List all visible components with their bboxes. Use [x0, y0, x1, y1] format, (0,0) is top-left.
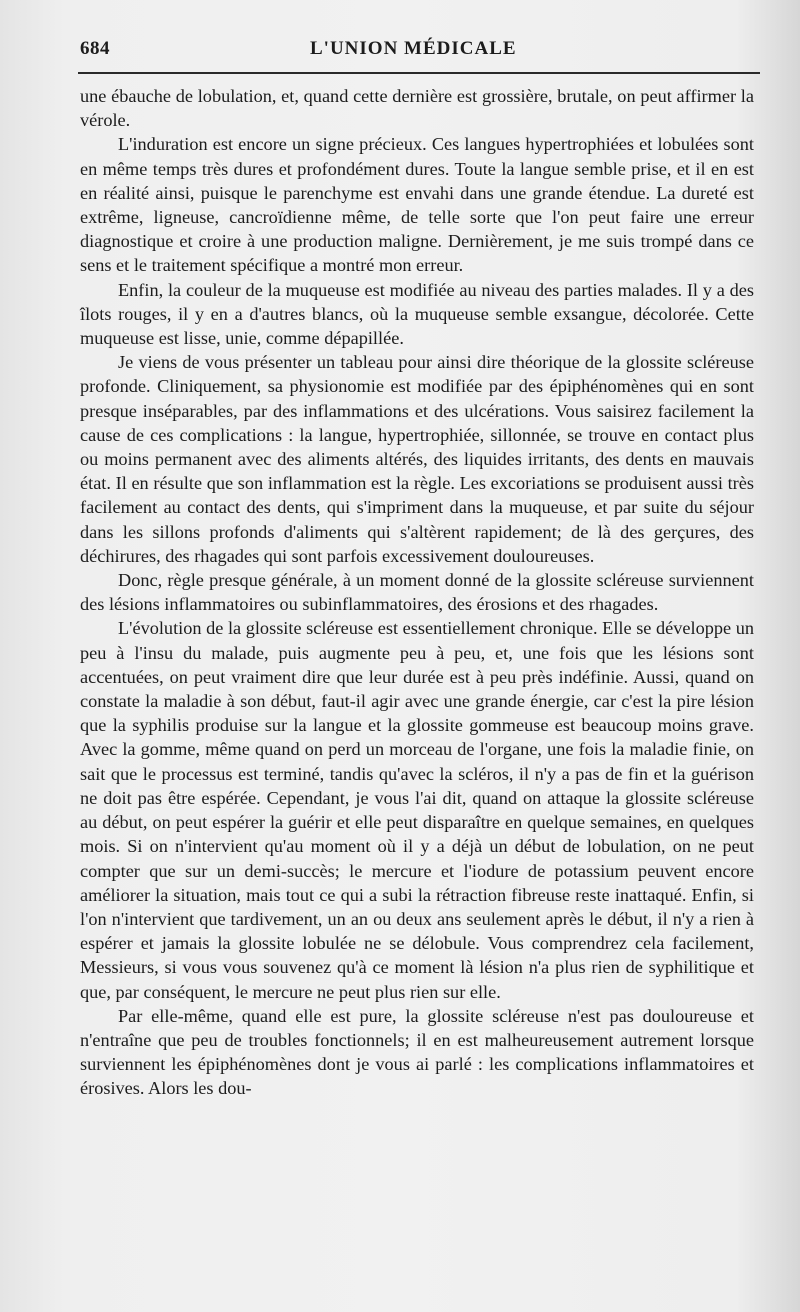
page-number: 684	[80, 38, 110, 59]
paragraph: Je viens de vous présenter un tableau pour ainsi dire théorique de la glossite scléreuse profonde. Cliniquement, sa physionomie est modifiée par des épiphénomènes qui en sont presque inséparables, par des inflammations et des ulcérations. Vous saisirez facilement la cause de ces complications : la langue, hypertrophiée, sillonnée, se trouve en contact plus ou moins permanent avec des aliments altérés, des liquides irritants, des dents en mauvais état. Il en résulte que son inflammation est la règle. Les excoriations se produisent aussi très facilement au contact des dents, qui s'impriment dans la muqueuse, et par suite du séjour dans les sillons profonds d'aliments qui s'altèrent rapidement; de là des gerçures, des déchirures, des rhagades qui sont parfois excessivement douloureuses.	[80, 352, 754, 566]
paragraph: une ébauche de lobulation, et, quand cette dernière est grossière, brutale, on peut affirmer la vérole.	[80, 86, 754, 131]
paragraph: Enfin, la couleur de la muqueuse est modifiée au niveau des parties malades. Il y a des îlots rouges, il y en a d'autres blancs, où la muqueuse semble exsangue, décolorée. Cette muqueuse est lisse, unie, comme dépapillée.	[80, 279, 754, 349]
paragraph: L'évolution de la glossite scléreuse est essentiellement chronique. Elle se développe un peu à l'insu du malade, puis augmente peu à peu, et, une fois que les lésions sont accentuées, on peut vraiment dire que leur durée est à peu près indéfinie. Aussi, quand on constate la maladie à son début, faut-il agir avec une grande énergie, car c'est la pire lésion que la syphilis produise sur la langue et la glossite gommeuse est beaucoup moins grave. Avec la gomme, même quand on perd un morceau de l'organe, une fois la maladie finie, on sait que le processus est terminé, tandis qu'avec la scléros, il n'y a pas de fin et la guérison ne doit pas être espérée. Cependant, je vous l'ai dit, quand on attaque la glossite scléreuse au début, on peut espérer la guérir et elle peut disparaître en quelque semaines, en quelques mois. Si on n'intervient qu'au moment où il y a déjà un début de lobulation, on ne peut compter que sur un demi-succès; le mercure et l'iodure de potassium peuvent encore améliorer la situation, mais tout ce qui a subi la rétraction fibreuse reste inattaqué. Enfin, si l'on n'intervient que tardivement, un an ou deux ans seulement après le début, il n'y a rien à espérer et jamais la glossite lobulée ne se délobule. Vous comprendrez cela facilement, Messieurs, si vous vous souvenez qu'à ce moment là lésion n'a plus rien de syphilitique et que, par conséquent, le mercure ne peut plus rien sur elle.	[80, 618, 754, 1002]
page-header	[80, 38, 760, 66]
paragraph: Par elle-même, quand elle est pure, la glossite scléreuse n'est pas douloureuse et n'entraîne que peu de troubles fonctionnels; il en est malheureusement autrement lorsque surviennent les épiphénomènes dont je vous ai parlé : les complications inflammatoires et érosives. Alors les dou-	[80, 1005, 754, 1099]
header-rule	[78, 72, 760, 74]
body-text	[80, 84, 754, 1101]
paragraph: L'induration est encore un signe précieux. Ces langues hypertrophiées et lobulées sont en même temps très dures et profondément dures. Toute la langue semble prise, et il en est en réalité ainsi, puisque le parenchyme est envahi dans une grande étendue. La dureté est extrême, ligneuse, cancroïdienne même, de telle sorte que l'on peut faire une erreur diagnostique et croire à une production maligne. Dernièrement, je me suis trompé dans ce sens et le traitement spécifique a montré mon erreur.	[80, 134, 754, 276]
paragraph: Donc, règle presque générale, à un moment donné de la glossite scléreuse surviennent des lésions inflammatoires ou subinflammatoires, des érosions et des rhagades.	[80, 570, 754, 615]
running-title: L'UNION MÉDICALE	[310, 38, 517, 59]
